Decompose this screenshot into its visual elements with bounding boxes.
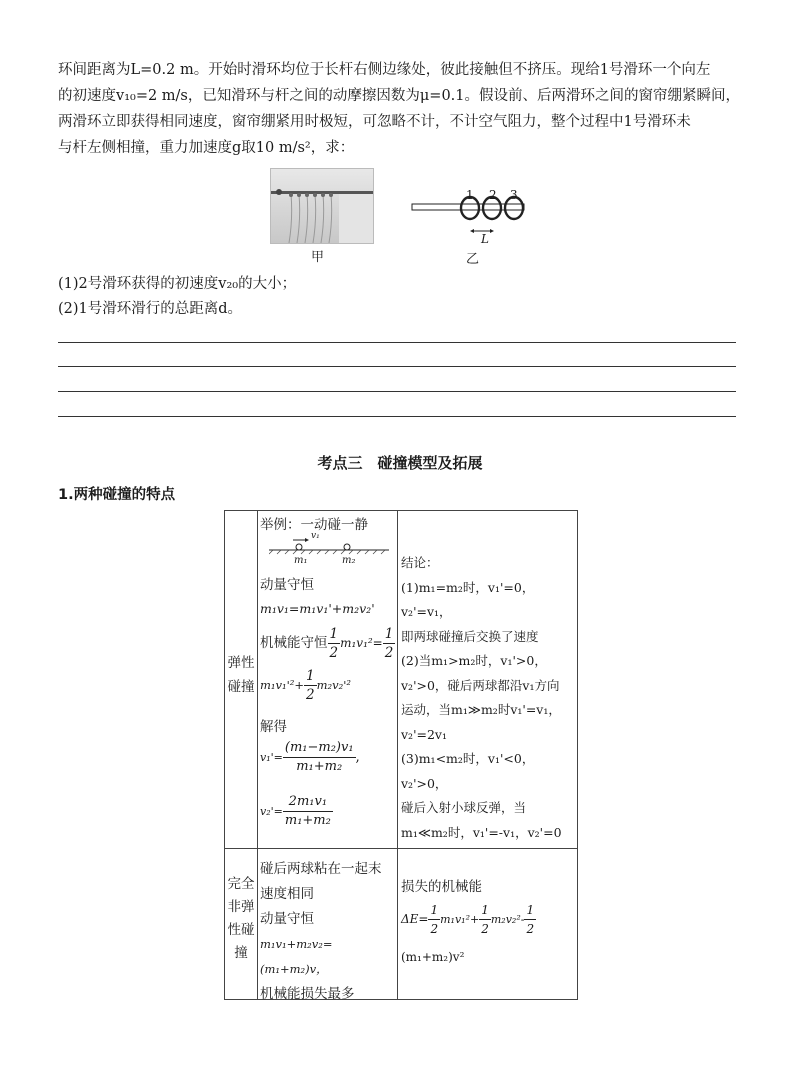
answer-line	[58, 416, 736, 417]
v2-solution: v₂'= $\frac{\text{2m₁v₁}}{\text{m₁+m₂}}$	[260, 794, 331, 828]
ring-label-2: 2	[489, 188, 497, 202]
curtain-photo	[270, 168, 374, 244]
distance-label: L	[481, 232, 489, 246]
problem-line-1: 环间距离为L=0.2 m。开始时滑环均位于长杆右侧边缘处，彼此接触但不挤压。现给1号滑环一个向左	[58, 62, 711, 78]
inelastic-description: 碰后两球粘在一起末 速度相同 动量守恒 m₁v₁+m₂v₂=(m₁+m₂)v， 机械能损失最多	[260, 861, 382, 1002]
diagram-v1: v₁	[311, 531, 320, 541]
momentum-conserved: 动量守恒	[260, 577, 314, 593]
answer-line	[58, 366, 736, 367]
answer-line	[58, 342, 736, 343]
energy-loss-tail: (m₁+m₂)v²	[401, 950, 465, 964]
collision-table	[224, 510, 578, 1000]
momentum-equation: m₁v₁=m₁v₁'+m₂v₂'	[260, 601, 375, 616]
figure-label-jia: 甲	[311, 250, 325, 265]
solve-label: 解得	[260, 719, 287, 735]
elastic-description	[260, 513, 396, 537]
section-title: 考点三 碰撞模型及拓展	[317, 454, 483, 472]
figure-label-yi: 乙	[466, 252, 480, 267]
ring-label-3: 3	[510, 188, 518, 202]
subheading: 1.两种碰撞的特点	[58, 487, 176, 503]
v1-solution: v₁'= $\frac{\text{(m₁−m₂)v₁}}{\text{m₁+m₂}}$ ,	[260, 740, 360, 774]
energy-conserved: 机械能守恒 $\frac{1}{2}$ m₁v₁²= $\frac{1}{2}$	[260, 626, 394, 661]
problem-line-4: 与杆左侧相撞，重力加速度g取10 m/s²，求：	[58, 140, 355, 156]
elastic-conclusion: 结论： (1)m₁=m₂时，v₁'=0，v₂'=v₁， 即两球碰撞后交换了速度 (2)当m₁>m₂时，v₁'>0， v₂'>0，碰后两球都沿v₁方向 运动，当m₁≫m₂时v₁'=v₁， v₂'=2v₁ (3)m₁<m₂时，v₁'<0，v₂'>0， 碰后入射小球反弹，当 m₁≪m₂时，v₁'=-v₁，v₂'=0	[401, 555, 562, 840]
energy-loss-equation: ΔE= $\frac{1}{2}$ m₁v₁²+ $\frac{1}{2}$ m₂v₂²- $\frac{1}{2}$	[401, 903, 535, 936]
diagram-m2: m₂	[342, 555, 356, 566]
question-1: (1)2号滑环获得的初速度v₂₀的大小；	[58, 276, 297, 292]
question-2: (2)1号滑环滑行的总距离d。	[58, 301, 243, 317]
label-elastic: 弹性 碰撞	[227, 655, 255, 695]
answer-line	[58, 391, 736, 392]
example-text: 举例：一动碰一静	[260, 517, 368, 533]
problem-line-2: 的初速度v₁₀=2 m/s，已知滑环与杆之间的动摩擦因数为μ=0.1。假设前、后两滑环之间的窗帘绷紧瞬间，	[58, 88, 741, 104]
ring-label-1: 1	[466, 188, 474, 202]
problem-line-3: 两滑环立即获得相同速度，窗帘绷紧用时极短，可忽略不计，不计空气阻力，整个过程中1号滑环未	[58, 114, 691, 130]
label-inelastic: 完全 非弹 性碰 撞	[227, 876, 255, 961]
diagram-m1: m₁	[294, 555, 308, 566]
energy-loss-title: 损失的机械能	[401, 879, 482, 895]
energy-equation-cont: m₁v₁'²+ $\frac{1}{2}$ m₂v₂'²	[260, 668, 352, 703]
collision-diagram	[269, 537, 389, 571]
